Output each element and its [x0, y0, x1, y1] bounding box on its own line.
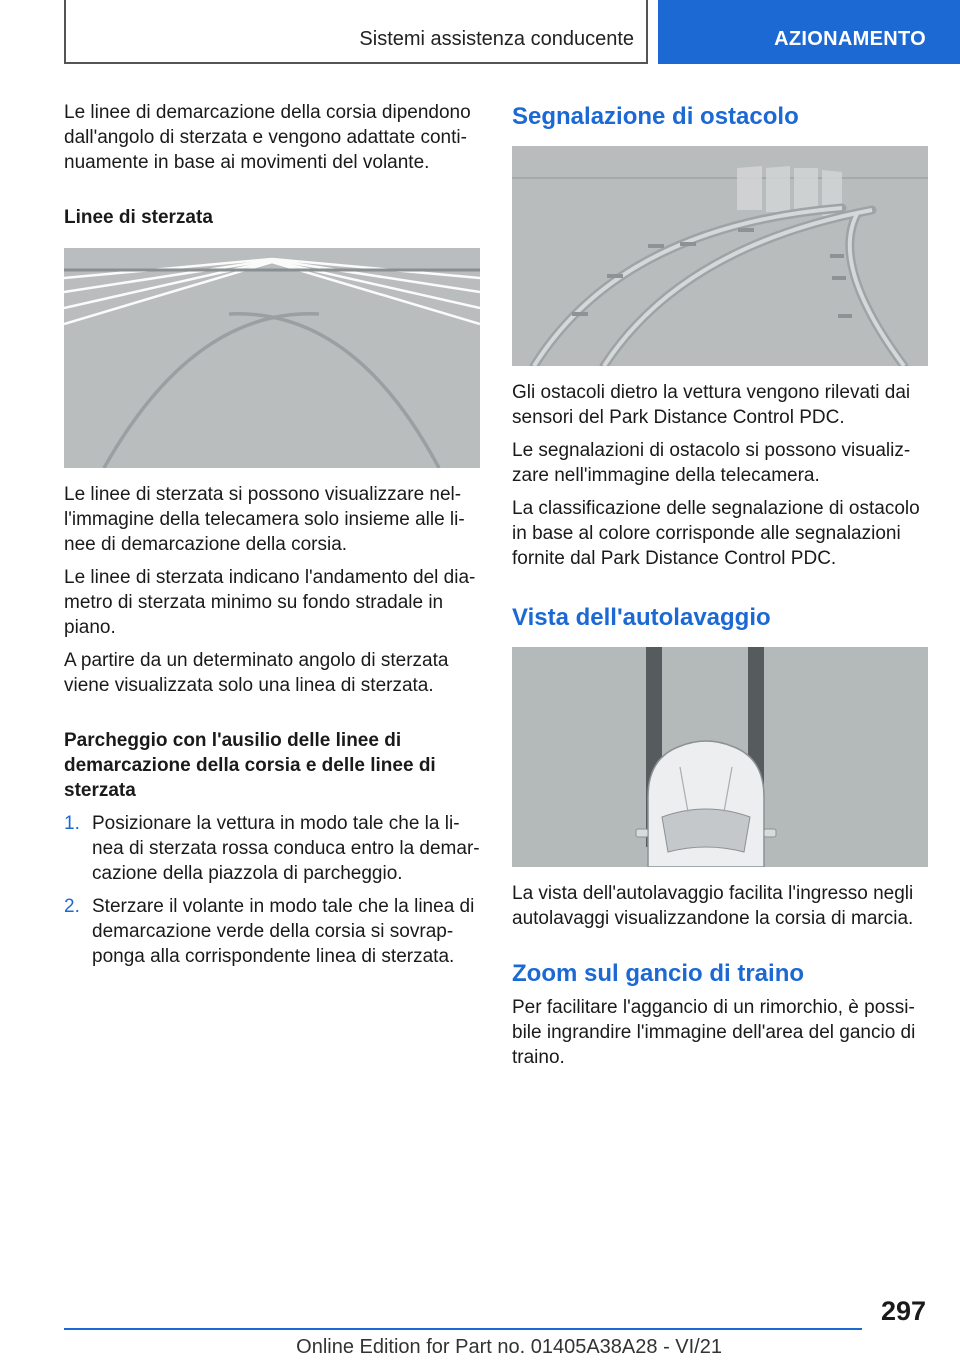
obstacle-paragraph-2: Le segnalazioni di ostacolo si possono visualizzare nell'immagine della telecamera. [512, 440, 911, 486]
zoom-paragraph: Per facilitare l'aggancio di un rimorchio, è possibile ingrandire l'immagine dell'area del gancio di traino. [512, 997, 916, 1068]
parking-heading: Parcheggio con l'ausilio delle linee di demarcazione della corsia e delle linee di sterzata [64, 730, 436, 801]
list-item [64, 811, 480, 886]
steering-paragraph-1: Le linee di sterzata si possono visualizzare nell'immagine della telecamera solo insieme alle linee di demarcazione della corsia. [64, 484, 465, 555]
section-tab [658, 0, 960, 64]
obstacle-heading: Segnalazione di ostacolo [512, 103, 799, 130]
list-item [64, 894, 480, 969]
obstacle-paragraph-3: La classificazione delle segnalazione di ostacolo in base al colore corrisponde alle segnalazioni fornite dal Park Distance Control PDC. [512, 498, 920, 569]
steering-lines-heading: Linee di sterzata [64, 207, 213, 228]
obstacle-paragraph-1: Gli ostacoli dietro la vettura vengono rilevati dai sensori del Park Distance Control PDC. [512, 382, 911, 428]
page-number: 297 [880, 1296, 926, 1326]
steering-lines-illustration [64, 248, 480, 468]
step-text: Posizionare la vettura in modo tale che la linea di sterzata rossa conduca entro la demarcazione della piazzola di parcheggio. [92, 813, 480, 884]
carwash-paragraph: La vista dell'autolavaggio facilita l'ingresso negli autolavaggi visualizzandone la corsia di marcia. [512, 883, 914, 929]
zoom-heading: Zoom sul gancio di traino [512, 960, 805, 987]
section-label: AZIONAMENTO [774, 28, 926, 50]
parking-steps-list [64, 811, 480, 969]
right-column [512, 102, 928, 1070]
footer-edition: Online Edition for Part no. 01405A38A28 - VI/21 [296, 1336, 722, 1358]
carwash-illustration [512, 647, 928, 867]
header-tab [64, 0, 648, 64]
intro-paragraph: Le linee di demarcazione della corsia dipendono dall'angolo di sterzata e vengono adattate continuamente in base ai movimenti del volante. [64, 102, 471, 173]
steering-paragraph-2: Le linee di sterzata indicano l'andamento del diametro di sterzata minimo su fondo stradale in piano. [64, 567, 476, 638]
steering-paragraph-3: A partire da un determinato angolo di sterzata viene visualizzata solo una linea di sterzata. [64, 650, 449, 696]
step-text: Sterzare il volante in modo tale che la linea di demarcazione verde della corsia si sovrapponga alla corrispondente linea di sterzata. [92, 896, 475, 967]
obstacle-illustration [512, 146, 928, 366]
footer-divider [64, 1328, 862, 1330]
carwash-figure [512, 647, 928, 867]
left-column [64, 100, 480, 969]
obstacle-figure [512, 146, 928, 366]
steering-lines-figure [64, 248, 480, 468]
step-number: 2. [64, 896, 80, 917]
carwash-heading: Vista dell'autolavaggio [512, 604, 771, 631]
step-number: 1. [64, 813, 80, 834]
header-title: Sistemi assistenza conducente [359, 28, 634, 50]
